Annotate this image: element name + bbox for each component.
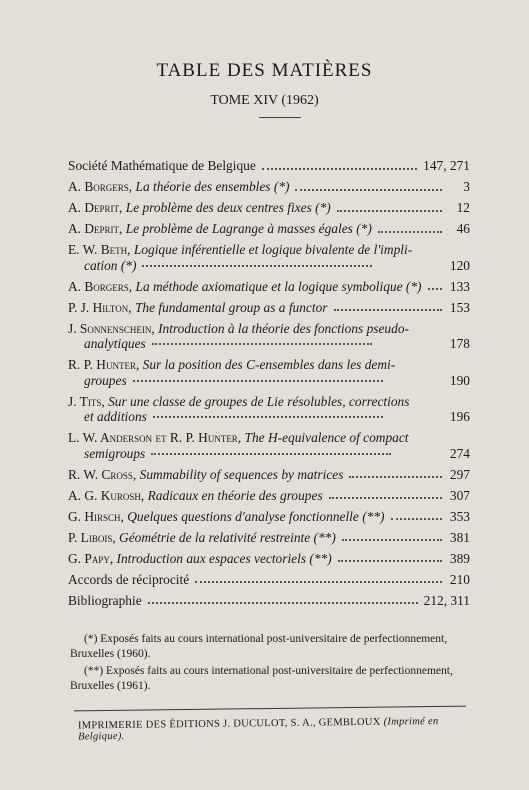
entry-author: L. W. Anderson et R. P. Hunter, [68,430,242,445]
dot-leader [295,189,442,191]
entry-page: 212, 311 [423,592,470,608]
page-title: TABLE DES MATIÈRES [156,60,373,81]
entry-page: 210 [449,571,470,587]
entry-page: 297 [449,466,470,482]
entry-page: 178 [449,336,470,351]
dot-leader [349,476,442,478]
toc-entry [68,321,470,352]
entry-page: 120 [449,257,470,273]
entry-page: 3 [463,179,470,194]
entry-title: Accords de réciprocité [68,571,190,587]
toc-entry [68,158,470,174]
entry-author: J. Tits, [68,393,105,409]
toc-entry [68,179,470,195]
toc-entry [68,200,470,216]
entry-title: Logique inférentielle et logique bivalente de l'impli- [133,242,413,257]
entry-author: R. W. Cross, [68,466,137,482]
entry-title-continued: semigroups [84,445,146,461]
dot-leader [378,231,442,233]
entry-title: Géométrie de la relativité restreinte (**) [119,529,336,545]
entry-title-continued: et additions [84,409,147,424]
dot-leader [148,602,418,604]
entry-author: A. Borgers, [68,278,133,294]
entry-author: A. G. Kurosh, [68,487,145,503]
entry-title: The H-equivalence of compact [244,430,409,445]
toc-entry [68,357,470,388]
entry-title: Summability of sequences by matrices [139,466,344,482]
toc-entry [68,242,470,273]
entry-author: A. Deprit, [68,221,123,236]
entry-page: 353 [449,508,470,524]
dot-leader [151,453,391,455]
entry-title: Radicaux en théorie des groupes [147,487,323,503]
entry-page: 12 [456,200,470,215]
entry-page: 307 [449,487,470,503]
dot-leader [337,210,442,212]
dot-leader [428,288,443,290]
printer-origin: (Imprimé en Belgique). [78,716,439,743]
dot-leader [152,343,372,345]
entry-title: Sur une classe de groupes de Lie résolubles, corrections [108,393,410,409]
entry-page: 46 [456,221,470,236]
dot-leader [334,309,442,311]
toc-entry [68,279,470,295]
entry-page: 381 [449,529,470,545]
entry-author: J. Sonnenschein, [68,320,155,336]
entry-author: P. Libois, [68,529,116,545]
entry-title: La théorie des ensembles (*) [135,179,290,194]
entry-title: Bibliographie [68,592,142,608]
dot-leader [262,168,417,170]
printer-name: IMPRIMERIE DES ÉDITIONS J. DUCULOT, S. A., GEMBLOUX [77,716,381,732]
toc-entry [68,530,470,546]
dot-leader [142,265,372,267]
footnotes [70,632,468,696]
toc-entry [68,430,470,461]
entry-title: Sur la position des C-ensembles dans les demi- [142,357,396,372]
footer-rule [74,706,466,712]
entry-page: 274 [449,445,470,461]
entry-title-continued: cation (*) [84,257,137,273]
entry-author: P. J. Hilton, [68,299,132,315]
dot-leader [342,539,442,541]
entry-title: The fundamental group as a functor [134,299,328,315]
entry-page: 389 [449,550,470,566]
toc-entry [68,572,470,588]
toc-entry [68,593,470,609]
entry-page: 196 [449,409,470,424]
footnote: (*) Exposés faits au cours international post-universitaire de perfectionnement, Bruxelles (1960). [70,633,448,660]
title-divider [259,117,301,118]
entry-title: Le problème des deux centres fixes (*) [125,200,331,215]
dot-leader [338,560,442,562]
entry-author: R. P. Hunter, [68,357,140,372]
toc-entry [68,221,470,237]
table-of-contents [68,158,470,614]
entry-title: Introduction à la théorie des fonctions pseudo- [158,320,409,336]
dot-leader [391,518,443,520]
entry-page: 153 [449,299,470,315]
toc-entry [68,394,470,425]
entry-title: Quelques questions d'analyse fonctionnelle (**) [127,508,385,524]
entry-title: Introduction aux espaces vectoriels (**) [116,550,332,566]
toc-entry [68,509,470,525]
entry-page: 147, 271 [423,158,470,173]
entry-author: G. Papy, [68,550,114,566]
entry-author: A. Deprit, [68,200,123,215]
dot-leader [133,380,383,382]
dot-leader [329,497,442,499]
dot-leader [153,416,383,418]
printer-imprint [78,716,478,743]
entry-author: E. W. Beth, [68,242,131,257]
toc-entry [68,467,470,483]
entry-author: G. Hirsch, [68,508,124,524]
entry-title: Société Mathématique de Belgique [68,158,256,173]
entry-title: Le problème de Lagrange à masses égales (*) [125,221,372,236]
entry-title-continued: groupes [84,372,127,388]
entry-author: A. Borgers, [68,179,133,194]
entry-page: 133 [449,278,470,294]
toc-entry [68,551,470,567]
entry-page: 190 [449,372,470,388]
entry-title: La méthode axiomatique et la logique symbolique (*) [135,278,422,294]
footnote: (**) Exposés faits au cours international post-universitaire de perfectionnement, Bruxelles (1961). [70,665,453,692]
entry-title-continued: analytiques [84,336,146,351]
toc-entry [68,300,470,316]
dot-leader [195,581,442,583]
volume-subtitle: TOME XIV (1962) [210,93,319,108]
toc-entry [68,488,470,504]
